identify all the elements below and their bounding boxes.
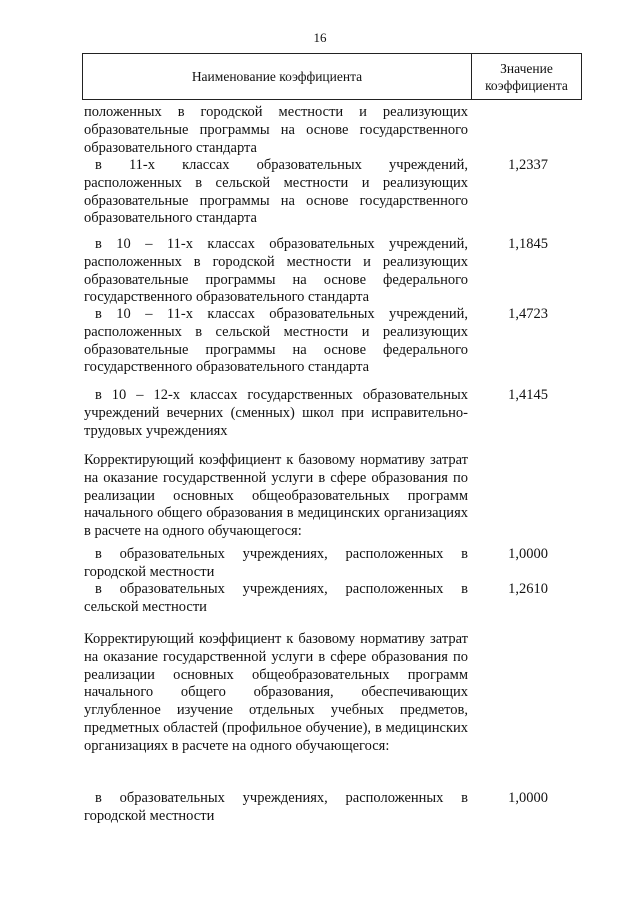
coefficient-name: Корректирующий коэффициент к базовому нормативу затрат на оказание государственной услуги в сфере образования по реализации основных общеобразовательных программ начального общего образования, обеспечивающих углубленное изучение отдельных учебных предметов, предметных областей (профильное обучение), в медицинских организациях в расчете на одного обучающегося: [84, 631, 468, 754]
header-value-line2: коэффициента [485, 77, 568, 93]
coefficient-value: 1,2610 [508, 581, 548, 597]
page-number: 16 [313, 30, 327, 45]
table-header [82, 53, 582, 100]
coefficient-value: 1,1845 [508, 236, 548, 252]
coefficient-name: в образовательных учреждениях, расположенных в городской местности [84, 546, 468, 580]
coefficient-name: в 11-х классах образовательных учреждений, расположенных в сельской местности и реализующих образовательные программы на основе государственного образовательного стандарта [84, 157, 468, 227]
coefficient-name: в 10 – 12-х классах государственных образовательных учреждений вечерних (сменных) школ при исправительно-трудовых учреждениях [84, 387, 468, 439]
coefficient-name: в 10 – 11-х классах образовательных учреждений, расположенных в городской местности и реализующих образовательные программы на основе федерального государственного образовательного стандарта [84, 236, 468, 306]
coefficient-value: 1,0000 [508, 790, 548, 806]
coefficient-name: Корректирующий коэффициент к базовому нормативу затрат на оказание государственной услуги в сфере образования по реализации основных общеобразовательных программ начального общего образования в медицинских организациях в расчете на одного обучающегося: [84, 452, 468, 540]
coefficient-value: 1,4145 [508, 387, 548, 403]
coefficient-name: в образовательных учреждениях, расположенных в городской местности [84, 790, 468, 824]
coefficient-value: 1,0000 [508, 546, 548, 562]
coefficient-name: положенных в городской местности и реализующих образовательные программы на основе государственного образовательного стандарта [84, 104, 468, 156]
coefficient-value: 1,4723 [508, 306, 548, 322]
header-value-line1: Значение [500, 60, 553, 76]
coefficient-name: в 10 – 11-х классах образовательных учреждений, расположенных в сельской местности и реализующих образовательные программы на основе федерального государственного образовательного стандарта [84, 306, 468, 376]
header-name-column: Наименование коэффициента [83, 54, 472, 99]
coefficient-value: 1,2337 [508, 157, 548, 173]
header-value-column [472, 54, 581, 99]
coefficient-name: в образовательных учреждениях, расположенных в сельской местности [84, 581, 468, 615]
